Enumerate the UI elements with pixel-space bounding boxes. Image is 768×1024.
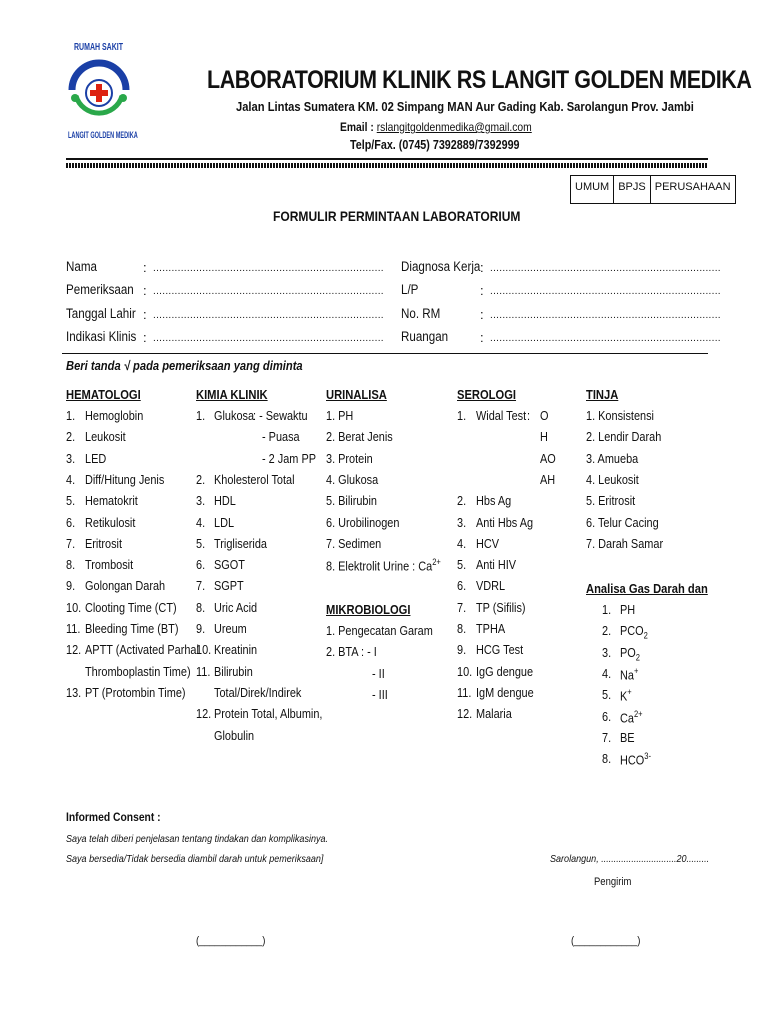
- address: Jalan Lintas Sumatera KM. 02 Simpang MAN Aur Gading Kab. Sarolangun Prov. Jambi: [236, 99, 694, 114]
- instruction: Beri tanda √ pada pemeriksaan yang diminta: [66, 358, 303, 373]
- field-colon: :: [480, 260, 484, 275]
- tinja-item[interactable]: 4. Leukosit: [586, 471, 639, 487]
- consent-line-1: Saya telah diberi penjelasan tentang tindakan dan komplikasinya.: [66, 833, 329, 845]
- logo-text-top: RUMAH SAKIT: [74, 42, 123, 53]
- serologi-num: 5.: [457, 557, 467, 573]
- gas-item-label: K: [620, 688, 628, 704]
- serologi-num: 1.: [457, 408, 467, 423]
- hematologi-num: 12.: [66, 642, 82, 658]
- signature-patient[interactable]: (____________): [196, 935, 266, 947]
- tinja-item[interactable]: 6. Telur Cacing: [586, 514, 659, 530]
- kimia-item[interactable]: SGOT: [214, 557, 245, 573]
- logo-text-bottom: LANGIT GOLDEN MEDIKA: [68, 130, 138, 140]
- field-colon: :: [480, 283, 484, 298]
- urinalisa-item-label: 3. Protein: [326, 450, 373, 466]
- kimia-num: 4.: [196, 514, 206, 530]
- kimia-item[interactable]: Total/Direk/Indirek: [214, 684, 302, 700]
- hematologi-num: 3.: [66, 450, 76, 466]
- payment-perusahaan[interactable]: PERUSAHAAN: [654, 181, 731, 193]
- hematologi-item[interactable]: Trombosit: [85, 557, 134, 573]
- consent-heading: Informed Consent :: [66, 810, 161, 824]
- form-title: FORMULIR PERMINTAAN LABORATORIUM: [273, 208, 521, 224]
- gas-item[interactable]: [620, 687, 632, 703]
- hematologi-num: 1.: [66, 408, 76, 423]
- widal-colon: :: [527, 408, 531, 423]
- kimia-item-glukosa[interactable]: Glukosa: [214, 408, 255, 423]
- tinja-item[interactable]: 2. Lendir Darah: [586, 429, 662, 445]
- payment-bpjs[interactable]: BPJS: [614, 176, 651, 203]
- urinalisa-item-label: 2. Berat Jenis: [326, 429, 393, 445]
- field-label-left: Indikasi Klinis: [66, 329, 137, 344]
- fields-divider: [62, 353, 708, 354]
- kimia-item[interactable]: SGPT: [214, 578, 244, 594]
- kimia-num: 6.: [196, 557, 206, 573]
- consent-line-2: Saya bersedia/Tidak bersedia diambil darah untuk pemeriksaan]: [66, 853, 324, 865]
- hematologi-heading: HEMATOLOGI: [66, 387, 141, 402]
- bta-level[interactable]: - III: [372, 686, 388, 702]
- field-input-right[interactable]: ...........................................................................: [490, 333, 721, 344]
- serologi-num: 11.: [457, 684, 472, 700]
- hematologi-item[interactable]: Bleeding Time (BT): [85, 621, 179, 636]
- field-label-right: L/P: [401, 282, 419, 297]
- gas-item-label: BE: [620, 729, 635, 745]
- kimia-item[interactable]: Uric Acid: [214, 599, 258, 615]
- kimia-item[interactable]: LDL: [214, 514, 235, 530]
- field-label-right: No. RM: [401, 306, 441, 321]
- serologi-num: 8.: [457, 621, 467, 636]
- email-link[interactable]: rslangitgoldenmedika@gmail.com: [376, 120, 532, 134]
- serologi-item[interactable]: IgM dengue: [476, 684, 534, 700]
- signature-sender[interactable]: (____________): [571, 935, 641, 947]
- kimia-item[interactable]: Trigliserida: [214, 535, 267, 551]
- serologi-num: 6.: [457, 578, 467, 594]
- payment-umum[interactable]: UMUM: [571, 176, 614, 203]
- field-input-left[interactable]: ...........................................................................: [153, 310, 384, 321]
- urinalisa-item[interactable]: [326, 408, 353, 423]
- header-divider: [66, 158, 708, 160]
- urinalisa-item-label: 1. PH: [326, 408, 354, 423]
- gas-num: 2.: [602, 623, 612, 639]
- kimia-item[interactable]: Globulin: [214, 727, 255, 743]
- gas-num: 7.: [602, 729, 612, 745]
- hematologi-item[interactable]: Leukosit: [85, 429, 126, 445]
- gas-superscript: +: [627, 687, 632, 698]
- kimia-item[interactable]: Kholesterol Total: [214, 471, 295, 487]
- hematologi-item[interactable]: Hemoglobin: [85, 408, 144, 423]
- kimia-num: 2.: [196, 471, 206, 487]
- field-colon: :: [143, 330, 147, 345]
- hematologi-num: 10.: [66, 599, 82, 615]
- kimia-item[interactable]: Protein Total, Albumin,: [214, 706, 323, 722]
- mikrobiologi-item[interactable]: 1. Pengecatan Garam: [326, 623, 433, 638]
- urinalisa-item[interactable]: [326, 472, 378, 487]
- serologi-num: 9.: [457, 642, 467, 658]
- lab-title: LABORATORIUM KLINIK RS LANGIT GOLDEN MEDIKA: [207, 66, 752, 94]
- gas-item-label: PCO: [620, 623, 644, 639]
- urinalisa-item[interactable]: [326, 515, 399, 530]
- urinalisa-item-label: 7. Sedimen: [326, 535, 382, 551]
- kimia-item[interactable]: Kreatinin: [214, 642, 258, 658]
- field-input-left[interactable]: ...........................................................................: [153, 286, 384, 297]
- kimia-num: 5.: [196, 535, 206, 551]
- field-colon: :: [480, 330, 484, 345]
- glukosa-sewaktu[interactable]: : - Sewaktu: [253, 408, 308, 423]
- gas-item[interactable]: [620, 602, 635, 617]
- serologi-item[interactable]: Malaria: [476, 706, 512, 722]
- tinja-item[interactable]: 3. Amueba: [586, 450, 639, 466]
- gas-num: 4.: [602, 665, 612, 681]
- urinalisa-item[interactable]: [326, 493, 377, 508]
- gas-item[interactable]: [620, 730, 635, 745]
- serologi-item[interactable]: IgG dengue: [476, 663, 534, 679]
- glukosa-2jampp[interactable]: - 2 Jam PP: [262, 450, 317, 466]
- widal-type[interactable]: O: [540, 408, 549, 423]
- gas-num: 3.: [602, 644, 612, 660]
- field-label-left: Nama: [66, 259, 97, 274]
- hematologi-num: 8.: [66, 557, 76, 573]
- gas-item-label: PO: [620, 644, 636, 660]
- tinja-item[interactable]: 1. Konsistensi: [586, 408, 654, 423]
- serologi-item[interactable]: Hbs Ag: [476, 493, 512, 509]
- gas-item[interactable]: [620, 751, 651, 767]
- urinalisa-item[interactable]: [326, 451, 373, 466]
- gas-superscript: +: [633, 665, 639, 676]
- field-input-right[interactable]: ...........................................................................: [490, 263, 721, 274]
- urinalisa-item-label: 6. Urobilinogen: [326, 514, 400, 530]
- urinalisa-item-label: 4. Glukosa: [326, 471, 379, 487]
- kimia-num: 10.: [196, 642, 212, 658]
- payment-type-boxes: [570, 175, 736, 204]
- gas-item-label: PH: [620, 602, 636, 617]
- serologi-heading: SEROLOGI: [457, 387, 517, 402]
- kimia-num: 8.: [196, 599, 206, 615]
- urinalisa-heading: URINALISA: [326, 387, 387, 402]
- kimia-num: 9.: [196, 621, 206, 636]
- field-input-right[interactable]: ...........................................................................: [490, 286, 721, 297]
- urinalisa-item[interactable]: [326, 536, 381, 551]
- serologi-item[interactable]: Anti Hbs Ag: [476, 514, 534, 530]
- field-input-left[interactable]: ...........................................................................: [153, 263, 384, 274]
- kimia-num: 7.: [196, 578, 206, 594]
- gas-num: 8.: [602, 751, 612, 767]
- gas-item-label: HCO: [620, 752, 645, 768]
- urinalisa-item-label: 8. Elektrolit Urine : Ca: [326, 558, 433, 574]
- hematologi-item[interactable]: PT (Protombin Time): [85, 684, 186, 700]
- serologi-num: 10.: [457, 663, 473, 679]
- gas-item[interactable]: [620, 623, 648, 641]
- serologi-item[interactable]: HCG Test: [476, 642, 524, 658]
- field-colon: :: [143, 260, 147, 275]
- hematologi-item[interactable]: Thromboplastin Time): [85, 663, 191, 679]
- field-input-right[interactable]: ...........................................................................: [490, 310, 721, 321]
- hematologi-num: 9.: [66, 578, 76, 594]
- email-label: Email :: [340, 120, 374, 134]
- hematologi-item[interactable]: Golongan Darah: [85, 578, 166, 594]
- hematologi-item[interactable]: Diff/Hitung Jenis: [85, 471, 165, 487]
- hematologi-item[interactable]: Retikulosit: [85, 514, 136, 530]
- serologi-item-widal[interactable]: Widal Test: [476, 408, 527, 423]
- widal-type[interactable]: AH: [540, 471, 556, 487]
- gas-item[interactable]: [620, 666, 638, 682]
- urinalisa-item[interactable]: [326, 557, 441, 573]
- glukosa-puasa[interactable]: - Puasa: [262, 429, 300, 445]
- gas-subscript: 2: [635, 652, 641, 663]
- header-divider-pattern: [66, 163, 708, 168]
- field-colon: :: [480, 307, 484, 322]
- hematologi-num: 13.: [66, 684, 82, 700]
- gas-num: 6.: [602, 708, 612, 724]
- serologi-num: 12.: [457, 706, 473, 722]
- hematologi-item[interactable]: Hematokrit: [85, 493, 138, 509]
- gas-item[interactable]: [620, 709, 643, 725]
- kimia-num: 12.: [196, 706, 212, 722]
- gas-num: 1.: [602, 602, 612, 617]
- tinja-item[interactable]: 7. Darah Samar: [586, 535, 664, 551]
- gas-num: 5.: [602, 687, 612, 703]
- hematologi-item[interactable]: Eritrosit: [85, 535, 123, 551]
- hematologi-num: 4.: [66, 471, 76, 487]
- field-label-right: Ruangan: [401, 329, 449, 344]
- kimia-num: 3.: [196, 493, 206, 509]
- widal-type[interactable]: AO: [540, 450, 556, 466]
- serologi-item[interactable]: HCV: [476, 535, 500, 551]
- sender-label: Pengirim: [594, 876, 632, 888]
- serologi-item[interactable]: Anti HIV: [476, 557, 517, 573]
- field-label-left: Pemeriksaan: [66, 282, 134, 297]
- email-line: [340, 120, 532, 134]
- serologi-item[interactable]: VDRL: [476, 578, 506, 594]
- field-colon: :: [143, 307, 147, 322]
- field-colon: :: [143, 283, 147, 298]
- serologi-num: 4.: [457, 535, 467, 551]
- gas-item-label: Na: [620, 667, 634, 683]
- hematologi-num: 2.: [66, 429, 76, 445]
- gas-subscript: 2: [643, 630, 648, 641]
- widal-type[interactable]: H: [540, 429, 548, 445]
- gas-superscript: 2+: [633, 708, 643, 719]
- serologi-num: 7.: [457, 599, 467, 615]
- field-label-left: Tanggal Lahir: [66, 306, 136, 321]
- tinja-heading: TINJA: [586, 387, 619, 402]
- serologi-num: 2.: [457, 493, 467, 509]
- hematologi-num: 11.: [66, 621, 81, 636]
- hematologi-num: 5.: [66, 493, 76, 509]
- phone: Telp/Fax. (0745) 7392889/7392999: [350, 138, 520, 152]
- hematologi-item[interactable]: LED: [85, 450, 107, 466]
- kimia-num: 1.: [196, 408, 206, 423]
- field-label-right: Diagnosa Kerja: [401, 259, 481, 274]
- kimia-item[interactable]: HDL: [214, 493, 236, 509]
- ca-superscript: 2+: [432, 557, 441, 568]
- field-input-left[interactable]: ...........................................................................: [153, 333, 384, 344]
- hematologi-item[interactable]: Clooting Time (CT): [85, 599, 177, 615]
- urinalisa-item[interactable]: [326, 429, 393, 444]
- serologi-num: 3.: [457, 514, 467, 530]
- gas-heading: Analisa Gas Darah dan: [586, 581, 708, 596]
- gas-item-label: Ca: [620, 709, 634, 725]
- kimia-heading: KIMIA KLINIK: [196, 387, 268, 402]
- mikrobiologi-heading: MIKROBIOLOGI: [326, 602, 411, 617]
- kimia-num: 11.: [196, 663, 211, 679]
- urinalisa-item-label: 5. Bilirubin: [326, 493, 377, 509]
- kimia-item[interactable]: Bilirubin: [214, 663, 253, 679]
- hematologi-num: 6.: [66, 514, 76, 530]
- gas-superscript: 3-: [644, 751, 652, 762]
- hematologi-num: 7.: [66, 535, 76, 551]
- date-place: Sarolangun, ..............................20.........: [550, 853, 710, 865]
- gas-item[interactable]: [620, 645, 640, 663]
- tinja-item[interactable]: 5. Eritrosit: [586, 493, 636, 509]
- mikrobiologi-item[interactable]: 2. BTA : - I: [326, 644, 377, 660]
- hematologi-item[interactable]: APTT (Activated Parhal: [85, 642, 199, 658]
- serologi-item[interactable]: TP (Sifilis): [476, 599, 526, 615]
- serologi-item[interactable]: TPHA: [476, 621, 506, 636]
- bta-level[interactable]: - II: [372, 665, 385, 681]
- kimia-item[interactable]: Ureum: [214, 621, 247, 636]
